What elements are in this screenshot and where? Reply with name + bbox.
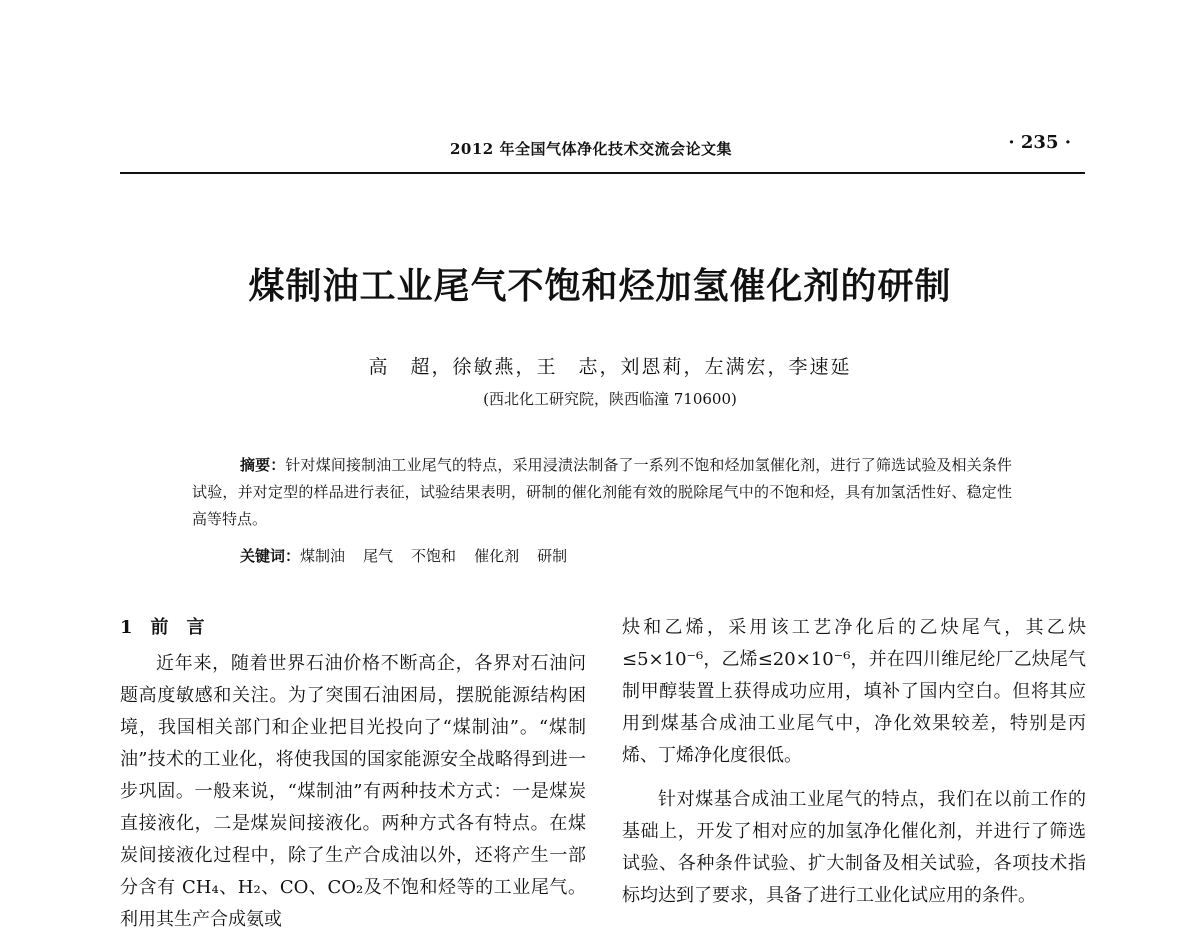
running-header: [120, 128, 1085, 174]
author-list: 高 超，徐敏燕，王 志，刘恩莉，左满宏，李速延: [368, 356, 852, 378]
keyword: 煤制油: [300, 547, 346, 565]
keyword: 尾气: [363, 547, 394, 565]
paper-title: 煤制油工业尾气不饱和烃加氢催化剂的研制: [248, 266, 952, 307]
keywords: [240, 545, 1020, 566]
journal-title: 2012 年全国气体净化技术交流会论文集: [450, 140, 732, 158]
body-paragraph: 针对煤基合成油工业尾气的特点，我们在以前工作的基础上，开发了相对应的加氢净化催化剂，并进行了筛选试验、各种条件试验、扩大制备及相关试验，各项技术指标均达到了要求，具备了进行工业化试应用的条件。: [622, 789, 1086, 906]
abstract-text: 针对煤间接制油工业尾气的特点，采用浸渍法制备了一系列不饱和烃加氢催化剂，进行了筛选试验及相关条件试验，并对定型的样品进行表征，试验结果表明，研制的催化剂能有效的脱除尾气中的不饱和烃，具有加氢活性好、稳定性高等特点。: [192, 456, 1012, 528]
right-column: [622, 612, 1086, 912]
keyword: 研制: [537, 547, 568, 565]
left-column: [120, 612, 586, 936]
keywords-label: 关键词：: [240, 547, 301, 565]
keyword: 催化剂: [474, 547, 520, 565]
abstract: [192, 452, 1012, 533]
abstract-label: 摘要：: [240, 456, 286, 474]
section-number: 1: [120, 617, 133, 638]
section-title: 前言: [150, 617, 223, 638]
section-heading: [120, 612, 586, 644]
page-number: · 235 ·: [1008, 132, 1071, 153]
body-paragraph: 近年来，随着世界石油价格不断高企，各界对石油问题高度敏感和关注。为了突围石油困局，摆脱能源结构困境，我国相关部门和企业把目光投向了“煤制油”。“煤制油”技术的工业化，将使我国的国家能源安全战略得到进一步巩固。一般来说，“煤制油”有两种技术方式：一是煤炭直接液化，二是煤炭间接液化。两种方式各有特点。在煤炭间接液化过程中，除了生产合成油以外，还将产生一部分含有 CH₄、H₂、CO、CO₂及不饱和烃等的工业尾气。利用其生产合成氨或: [120, 653, 586, 930]
body-paragraph: 炔和乙烯，采用该工艺净化后的乙炔尾气，其乙炔≤5×10⁻⁶，乙烯≤20×10⁻⁶，并在四川维尼纶厂乙炔尾气制甲醇装置上获得成功应用，填补了国内空白。但将其应用到煤基合成油工业尾气中，净化效果较差，特别是丙烯、丁烯净化度很低。: [622, 617, 1086, 766]
affiliation: (西北化工研究院，陕西临潼 710600): [483, 390, 737, 408]
keyword: 不饱和: [411, 547, 457, 565]
